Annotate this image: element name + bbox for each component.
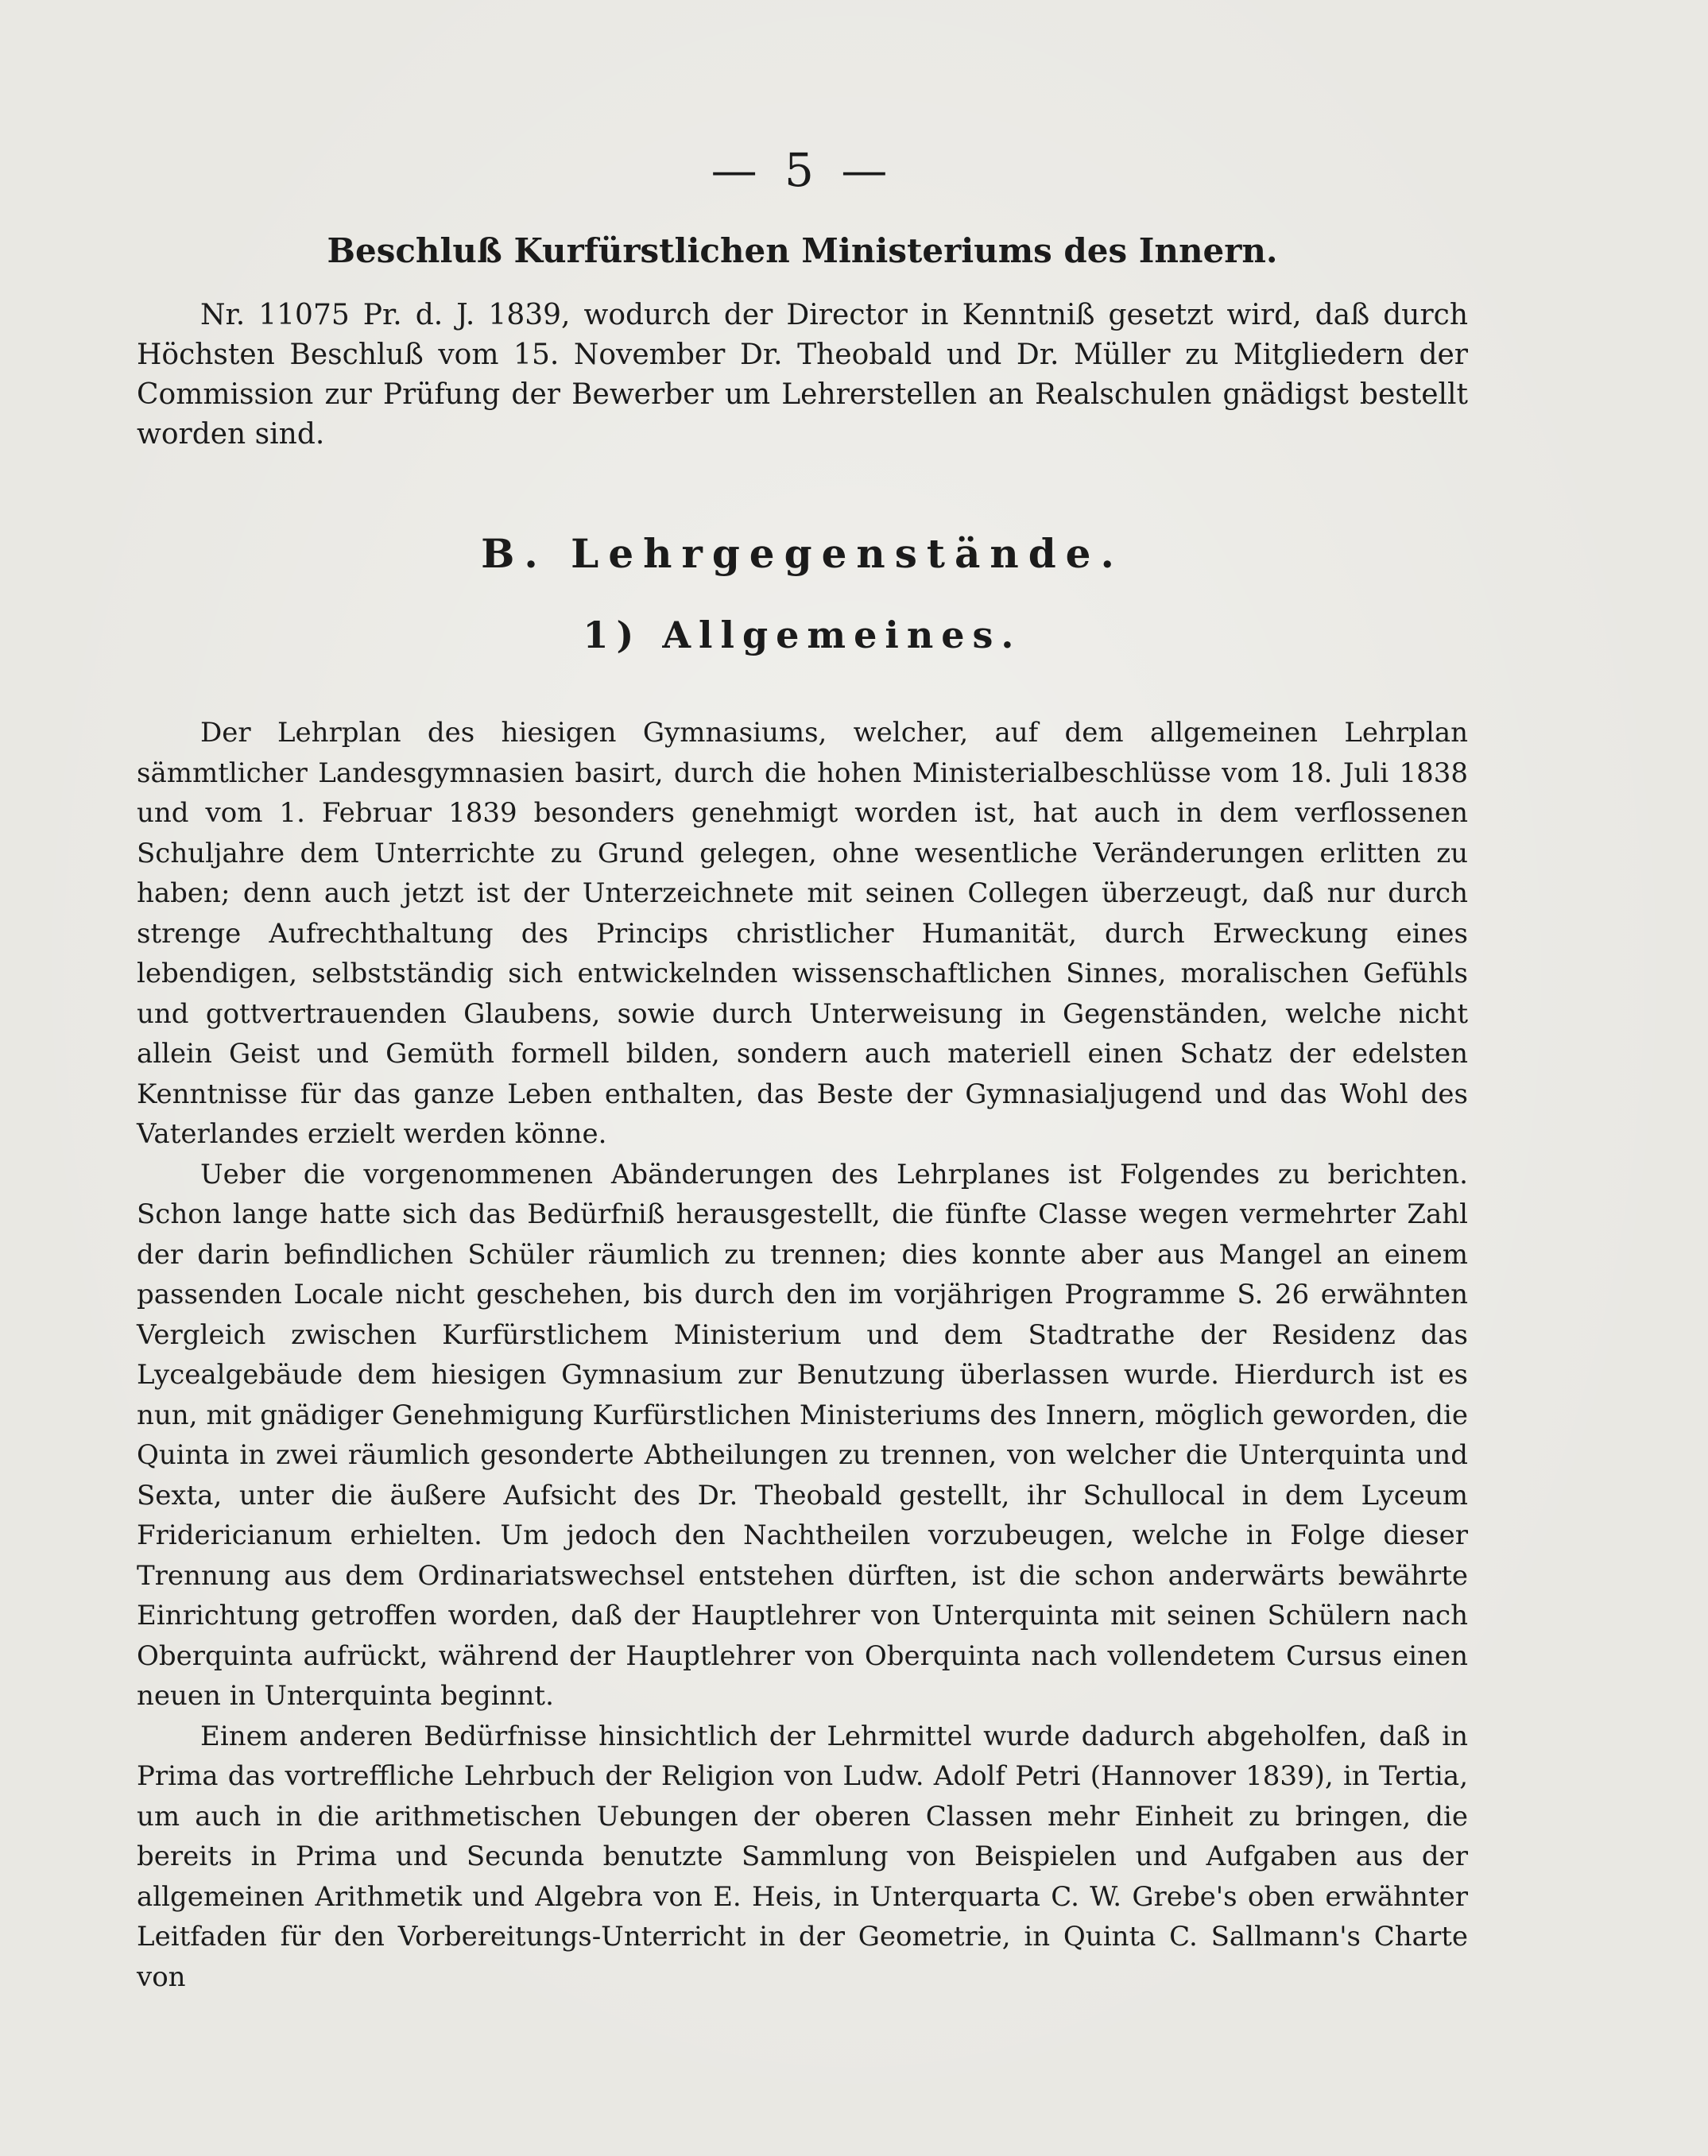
paragraph-changes: Ueber die vorgenommenen Abänderungen des Lehrplanes ist Folgendes zu berichten. Schon lange hatte sich das Bedürfniß herausgestellt, die fünfte Classe wegen vermehrter Zahl der darin befindlichen Schüler räumlich zu trennen; dies konnte aber aus Mangel an einem passenden Locale nicht geschehen, bis durch den im vorjährigen Programme S. 26 erwähnten Vergleich zwischen Kurfürstlichem Ministerium und dem Stadtrathe der Residenz das Lycealgebäude dem hiesigen Gymnasium zur Benutzung überlassen wurde. Hierdurch ist es nun, mit gnädiger Genehmigung Kurfürstlichen Ministeriums des Innern, möglich geworden, die Quinta in zwei räumlich gesonderte Abtheilungen zu trennen, von welcher die Unterquinta und Sexta, unter die äußere Aufsicht des Dr. Theobald gestellt, ihr Schullocal in dem Lyceum Fridericianum erhielten. Um jedoch den Nachtheilen vorzubeugen, welche in Folge dieser Trennung aus dem Ordinariatswechsel entstehen dürften, ist die schon anderwärts bewährte Einrichtung getroffen worden, daß der Hauptlehrer von Unterquinta mit seinen Schülern nach Oberquinta aufrückt, während der Hauptlehrer von Oberquinta nach vollendetem Cursus einen neuen in Unterquinta beginnt. (137, 1158, 1468, 1713)
paragraph-teaching-materials: Einem anderen Bedürfnisse hinsichtlich der Lehrmittel wurde dadurch abgeholfen, daß in Prima das vortreffliche Lehrbuch der Religion von Ludw. Adolf Petri (Hannover 1839), in Tertia, um auch in die arithmetischen Uebungen der oberen Classen mehr Einheit zu bringen, die bereits in Prima und Secunda benutzte Sammlung von Beispielen und Aufgaben aus der allgemeinen Arithmetik und Algebra von E. Heis, in Unterquarta C. W. Grebe's oben erwähnter Leitfaden für den Vorbereitungs-Unterricht in der Geometrie, in Quinta C. Sallmann's Charte von (137, 1720, 1468, 1993)
resolution-text: Nr. 11075 Pr. d. J. 1839, wodurch der Director in Kenntniß gesetzt wird, daß durch Höchsten Beschluß vom 15. November Dr. Theobald und Dr. Müller zu Mitgliedern der Commission zur Prüfung der Bewerber um Lehrerstellen an Realschulen gnädigst bestellt worden sind. (137, 299, 1468, 451)
section-heading: B. Lehrgegenstände. (481, 530, 1124, 578)
paragraph-curriculum: Der Lehrplan des hiesigen Gymnasiums, welcher, auf dem allgemeinen Lehrplan sämmtlicher Landesgymnasien basirt, durch die hohen Ministerialbeschlüsse vom 18. Juli 1838 und vom 1. Februar 1839 besonders genehmigt worden ist, hat auch in dem verflossenen Schuljahre dem Unterrichte zu Grund gelegen, ohne wesentliche Veränderungen erlitten zu haben; denn auch jetzt ist der Unterzeichnete mit seinen Collegen überzeugt, daß nur durch strenge Aufrechthaltung des Princips christlicher Humanität, durch Erweckung eines lebendigen, selbstständig sich entwickelnden wissenschaftlichen Sinnes, moralischen Gefühls und gottvertrauenden Glaubens, sowie durch Unterweisung in Gegenständen, welche nicht allein Geist und Gemüth formell bilden, sondern auch materiell einen Schatz der edelsten Kenntnisse für das ganze Leben enthalten, das Beste der Gymnasialjugend und das Wohl des Vaterlandes erzielt werden könne. (137, 717, 1468, 1151)
page-number: — 5 — (711, 143, 894, 197)
page-content (137, 143, 1468, 1997)
resolution-title: Beschluß Kurfürstlichen Ministeriums des Innern. (327, 230, 1278, 270)
sub-heading: 1) Allgemeines. (583, 614, 1022, 657)
